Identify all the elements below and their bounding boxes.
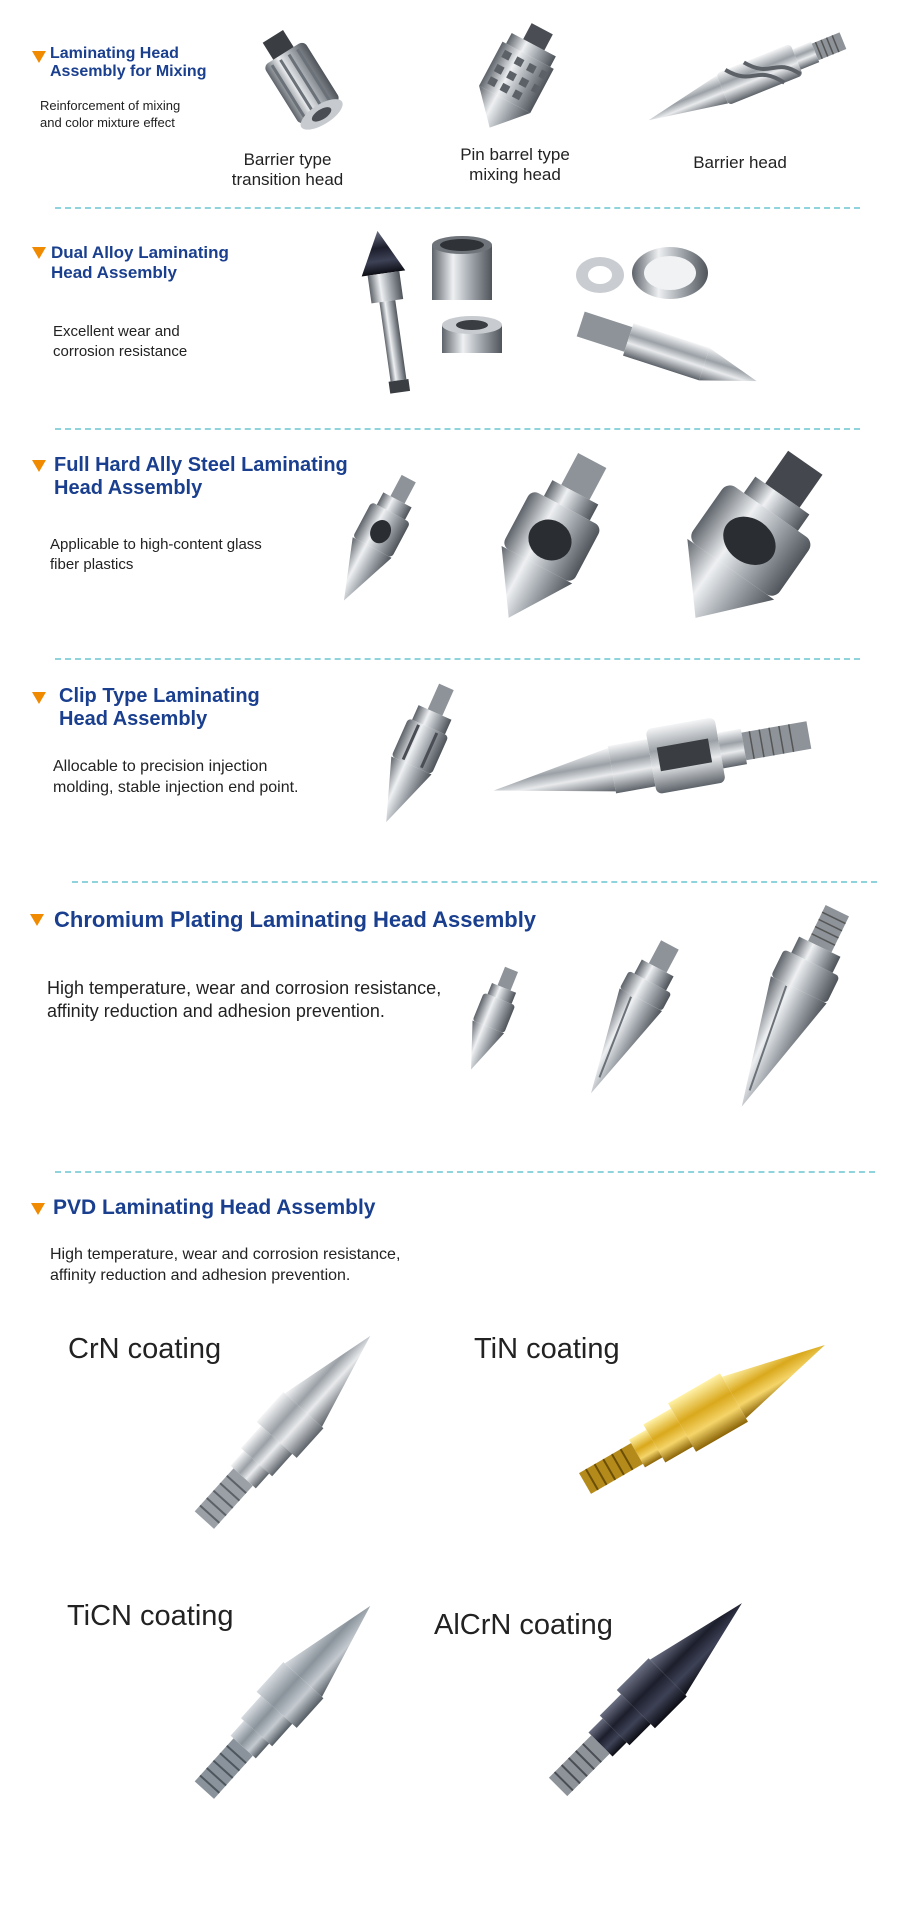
section-description bbox=[50, 1245, 400, 1287]
description-line: molding, stable injection end point. bbox=[53, 778, 299, 796]
section-title bbox=[59, 685, 260, 731]
section-title-line: Chromium Plating Laminating Head Assembly bbox=[54, 907, 537, 932]
section-title bbox=[54, 454, 348, 500]
product-caption bbox=[665, 153, 815, 173]
chromium-head-large-image bbox=[700, 900, 880, 1120]
hard-steel-head-medium-image bbox=[470, 450, 630, 630]
section-divider bbox=[55, 428, 860, 430]
section-divider bbox=[55, 207, 860, 209]
caption-line: mixing head bbox=[469, 165, 561, 185]
section-title-line: Laminating Head bbox=[50, 45, 179, 62]
barrier-transition-head-image bbox=[250, 28, 355, 138]
section-description bbox=[50, 535, 262, 574]
section-description bbox=[47, 977, 441, 1024]
chromium-head-medium-image bbox=[560, 935, 700, 1105]
bullet-icon bbox=[32, 692, 46, 704]
description-line: Applicable to high-content glass bbox=[50, 536, 262, 553]
section-title-line: Head Assembly bbox=[51, 262, 177, 282]
section-title bbox=[54, 907, 536, 932]
section-divider bbox=[55, 658, 860, 660]
chromium-head-small-image bbox=[450, 965, 530, 1075]
caption-line: Barrier head bbox=[693, 153, 787, 172]
section-description bbox=[53, 757, 299, 799]
clip-type-head-vertical-image bbox=[360, 680, 470, 830]
clip-type-head-horizontal-image bbox=[490, 700, 820, 810]
section-title-line: Head Assembly bbox=[54, 477, 203, 499]
description-line: and color mixture effect bbox=[40, 114, 175, 130]
bullet-icon bbox=[30, 914, 44, 926]
description-line: affinity reduction and adhesion prevention. bbox=[47, 1001, 385, 1022]
section-title bbox=[51, 243, 229, 282]
ticn-coated-head-image bbox=[160, 1570, 420, 1820]
caption-line: Pin barrel type bbox=[460, 145, 570, 164]
pin-barrel-mixing-head-image bbox=[460, 22, 570, 137]
section-title-line: Dual Alloy Laminating bbox=[51, 243, 229, 262]
section-title-line: Assembly for Mixing bbox=[50, 63, 207, 81]
description-line: High temperature, wear and corrosion resistance, bbox=[50, 1246, 401, 1263]
bullet-icon bbox=[32, 51, 46, 63]
crn-coated-head-image bbox=[160, 1300, 420, 1550]
description-line: corrosion resistance bbox=[53, 342, 188, 360]
barrier-head-image bbox=[640, 28, 855, 128]
caption-line: transition head bbox=[231, 170, 344, 190]
hard-steel-head-large-image bbox=[650, 445, 850, 635]
tin-coated-head-image bbox=[540, 1300, 850, 1540]
caption-line: Barrier type bbox=[243, 150, 332, 169]
description-line: Reinforcement of mixing bbox=[40, 98, 181, 113]
section-divider bbox=[55, 1171, 875, 1173]
section-title-line: PVD Laminating Head Assembly bbox=[53, 1196, 376, 1219]
product-caption bbox=[440, 145, 590, 186]
description-line: Allocable to precision injection bbox=[53, 758, 268, 775]
description-line: fiber plastics bbox=[50, 555, 134, 573]
section-title bbox=[50, 45, 206, 82]
section-description bbox=[40, 98, 180, 132]
coating-label-ticn: TiCN coating bbox=[67, 1600, 234, 1632]
coating-label-alcrn: AlCrN coating bbox=[434, 1609, 613, 1641]
section-title bbox=[53, 1196, 375, 1220]
section-title-line: Full Hard Ally Steel Laminating bbox=[54, 454, 348, 476]
description-line: Excellent wear and bbox=[53, 323, 180, 340]
product-caption bbox=[215, 150, 360, 191]
alcrn-coated-head-image bbox=[510, 1570, 790, 1820]
description-line: affinity reduction and adhesion prevention. bbox=[50, 1266, 351, 1284]
bullet-icon bbox=[32, 247, 46, 259]
section-title-line: Clip Type Laminating bbox=[59, 685, 260, 707]
section-divider bbox=[72, 881, 877, 883]
section-description bbox=[53, 322, 187, 361]
bullet-icon bbox=[32, 460, 46, 472]
hard-steel-head-small-image bbox=[320, 470, 430, 610]
coating-label-tin: TiN coating bbox=[474, 1333, 620, 1365]
section-title-line: Head Assembly bbox=[59, 708, 208, 730]
dual-alloy-parts-image bbox=[360, 225, 760, 415]
bullet-icon bbox=[31, 1203, 45, 1215]
description-line: High temperature, wear and corrosion resistance, bbox=[47, 978, 442, 998]
coating-label-crn: CrN coating bbox=[68, 1333, 222, 1365]
